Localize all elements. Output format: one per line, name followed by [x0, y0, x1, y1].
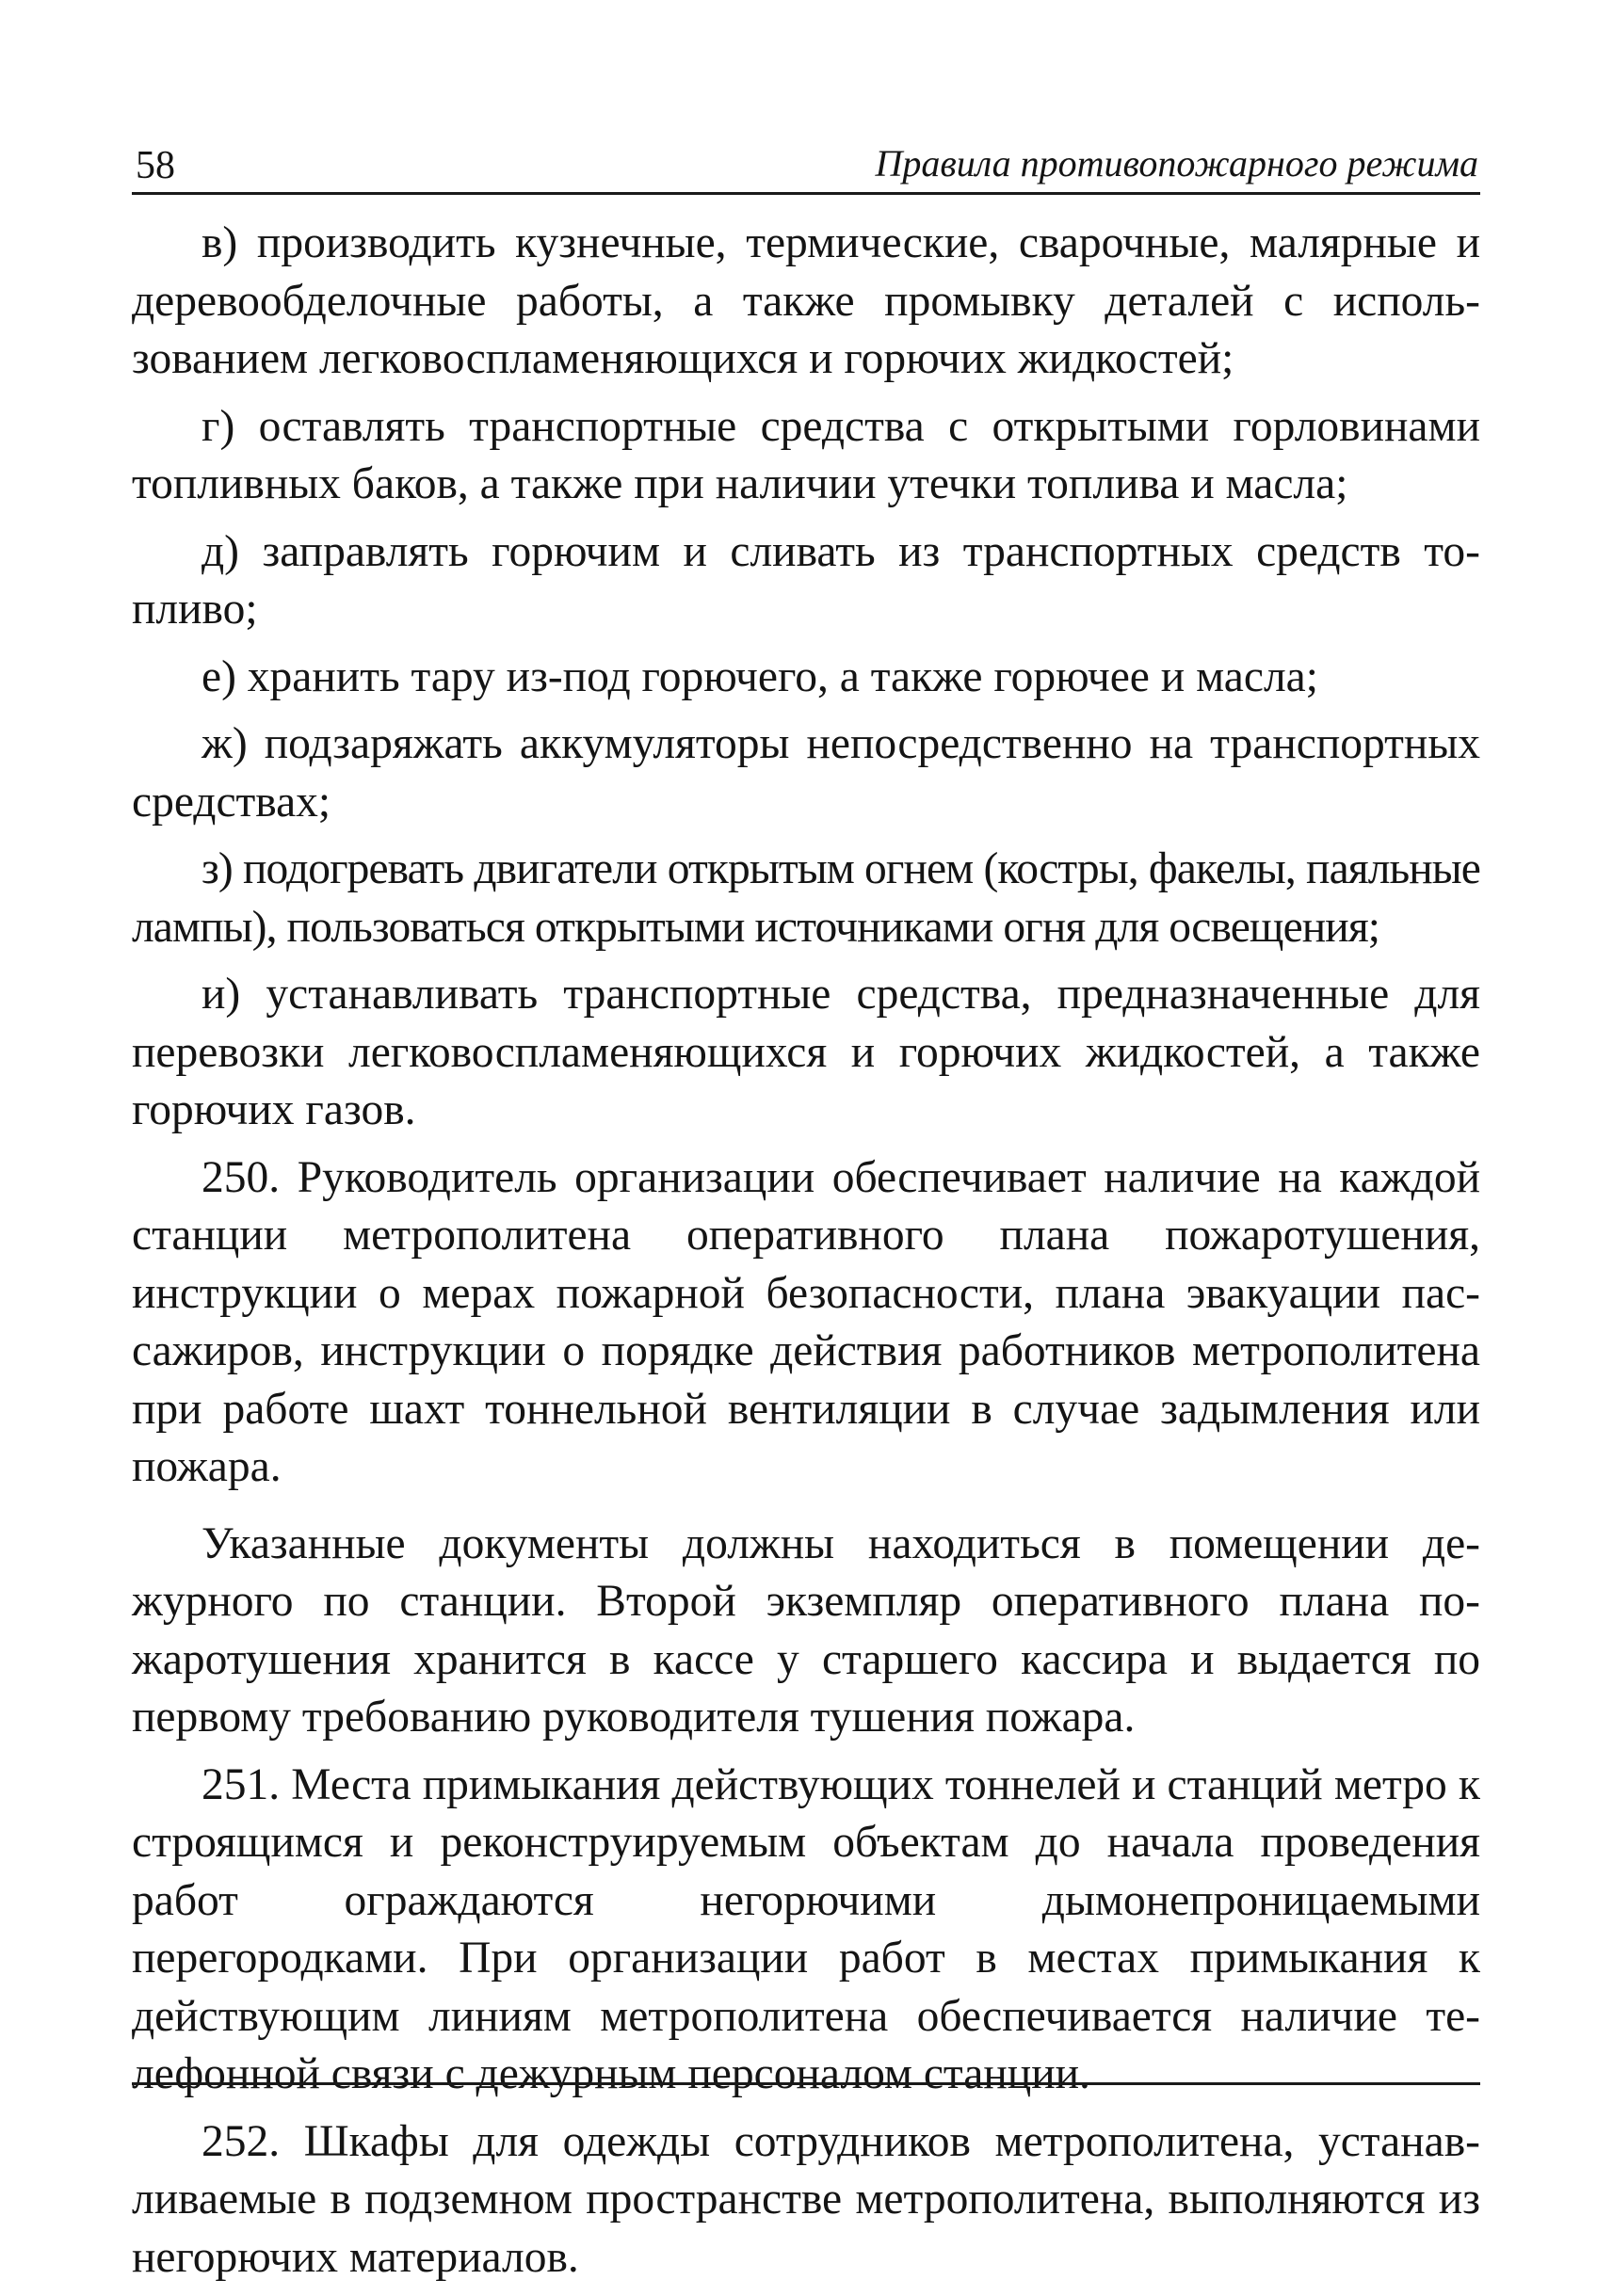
list-item-g: г) оставлять транспортные средства с открытыми горловинами топливных баков, а также при наличии утечки топлива и масла;: [132, 401, 1480, 508]
page-body: [132, 215, 1480, 2296]
book-title: Правила противопожарного режима: [875, 142, 1478, 185]
list-item-zh: ж) подзаряжать аккумуляторы непосредственно на транспортных средствах;: [132, 719, 1480, 827]
bottom-rule: [132, 2082, 1480, 2085]
page-number: 58: [136, 144, 175, 187]
paragraph-252: 252. Шкафы для одежды сотрудников метрополитена, устанавливаемые в подземном пространстве метрополитена, выполняются из негорючих материалов.: [132, 2116, 1480, 2282]
list-item-d: д) заправлять горючим и сливать из транспортных средств топливо;: [132, 526, 1480, 634]
list-item-i: и) устанавливать транспортные средства, предназначенные для перевозки легковоспламеняющихся и горючих жидкостей, а также горючих газов.: [132, 970, 1480, 1134]
list-item-v: в) производить кузнечные, термические, сварочные, малярные и деревообделочные работы, а также промывку деталей с использованием легковоспламеняющихся и горючих жидкостей;: [132, 218, 1480, 383]
paragraph-250-documents: Указанные документы должны находиться в помещении дежурного по станции. Второй экземпляр оперативного плана пожаротушения хранится в кассе у старшего кассира и выдается по первому требованию руководителя тушения пожара.: [132, 1518, 1480, 1742]
list-item-z: з) подогревать двигатели открытым огнем (костры, факелы, паяльные лампы), пользоваться открытыми источниками огня для освещения;: [132, 844, 1480, 952]
list-item-e: е) хранить тару из-под горючего, а также горючее и масла;: [202, 651, 1318, 701]
running-header: [132, 139, 1480, 195]
paragraph-251: 251. Места примыкания действующих тоннелей и станций метро к строящимся и реконструируемым объектам до начала проведения работ ограждаются негорючими дымонепроницаемыми перегородками. При организации работ в местах примыкания к действующим линиям метрополитена обеспечивается наличие телефонной связи с дежурным персоналом станции.: [132, 1759, 1480, 2098]
paragraph-250: 250. Руководитель организации обеспечивает наличие на каждой станции метрополитена оперативного плана пожаротушения, инструкции о мерах пожарной безопасности, плана эвакуации пассажиров, инструкции о порядке действия работников метрополитена при работе шахт тоннельной вентиляции в случае задымления или пожара.: [132, 1152, 1480, 1491]
